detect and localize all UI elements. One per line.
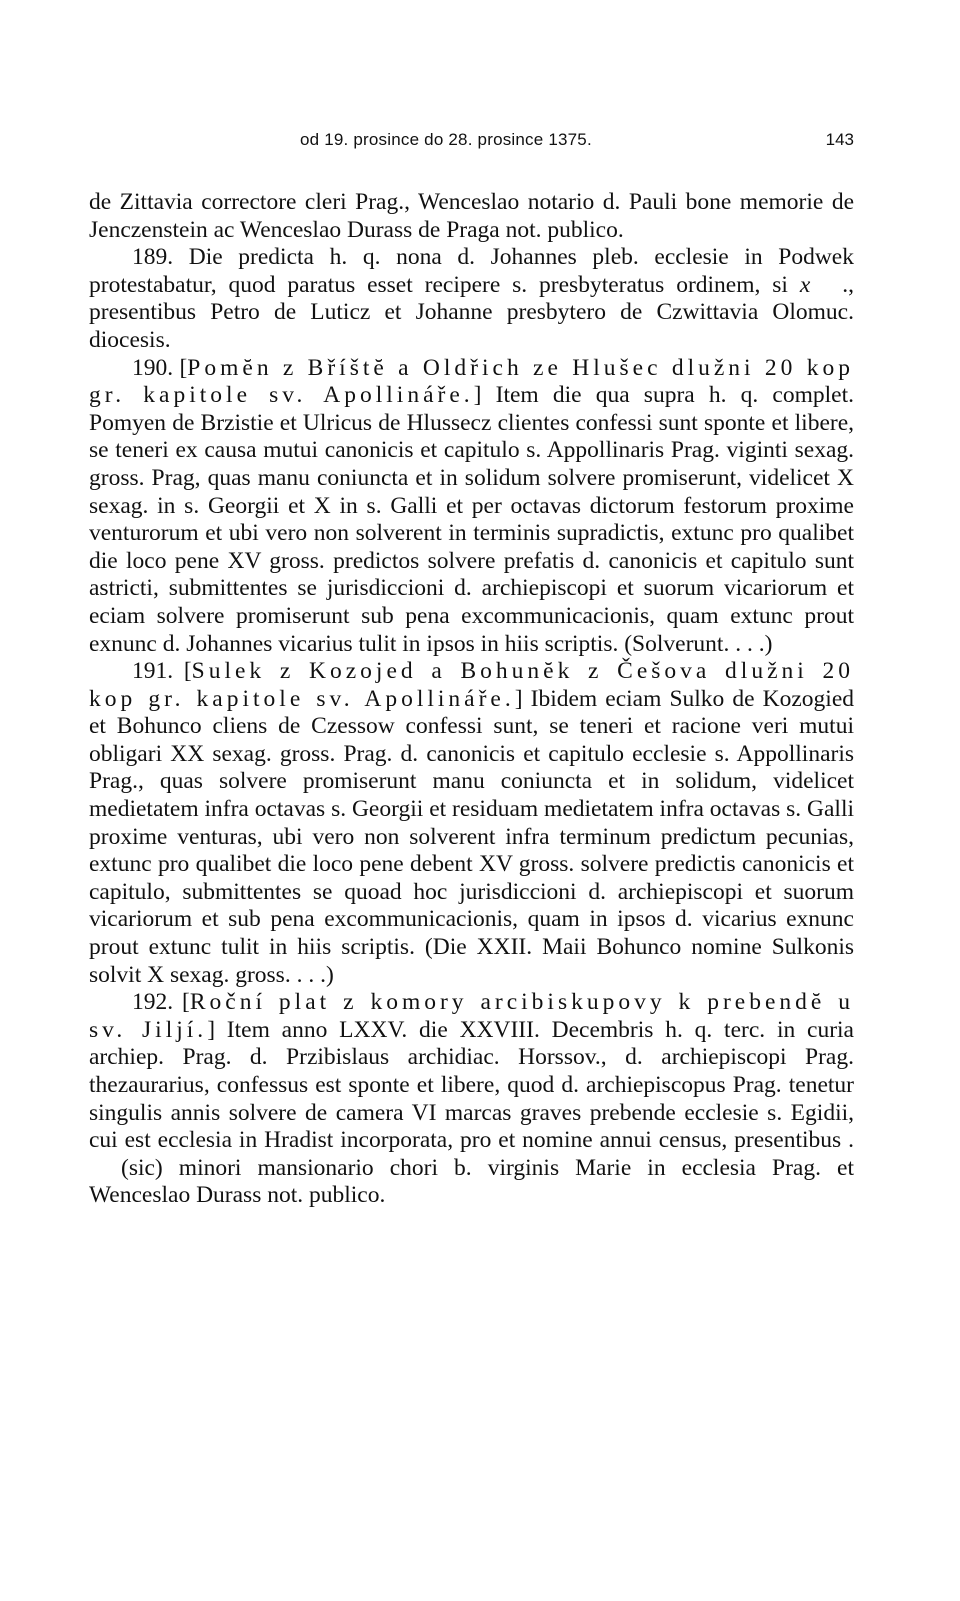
entry-191-number: 191. [ bbox=[132, 658, 192, 685]
running-title: od 19. prosince do 28. prosince 1375. bbox=[300, 130, 592, 149]
page-number: 143 bbox=[825, 130, 854, 149]
entry-190-number: 190. [ bbox=[132, 354, 188, 381]
entry-191 bbox=[89, 658, 854, 989]
entry-190-regest-title: Pomĕn z Bříštĕ a Oldřich ze Hlušec dlužni 20 kop gr. kapitole sv. Apollináře. bbox=[89, 354, 854, 409]
entry-192-text-a: ] Item anno LXXV. die XXVIII. Decembris h. q. terc. in curia archiep. Prag. d. Przibislaus archidiac. Horssov., d. archiepiscopi Prag. thezaurarius, confessus est sponte et libere, quod d. archiepiscopus Prag. tenetur singulis annis solvere de camera VI marcas graves prebende ecclesie s. Egidii, cui est ecclesia in Hradist incorporata, pro et nomine annui census, presentibus . bbox=[89, 1016, 854, 1154]
entry-192-regest-title: Roční plat z komory arcibiskupovy k prebendĕ u sv. Jiljí. bbox=[89, 989, 854, 1043]
paragraph-188-continuation: de Zittavia correctore cleri Prag., Wenceslao notario d. Pauli bone memorie de Jenczenstein ac Wenceslao Durass de Praga not. publico. bbox=[89, 189, 854, 243]
entry-189-text-b: ., presentibus Petro de Luticz et Johanne presbytero de Czwittavia Olomuc. diocesis. bbox=[89, 271, 854, 353]
entry-192-number: 192. [ bbox=[132, 989, 190, 1016]
entry-189-text-a: 189. Die predicta h. q. nona d. Johannes pleb. ecclesie in Podwek protestabatur, quod paratus esset recipere s. presbyteratus ordinem, si bbox=[89, 244, 854, 298]
entry-192-text-b: (sic) minori mansionario chori b. virginis Marie in ecclesia Prag. et Wenceslao Durass not. publico. bbox=[89, 1154, 854, 1209]
page-header bbox=[0, 130, 960, 154]
entry-190-text: ] Item die qua supra h. q. complet. Pomyen de Brzistie et Ulricus de Hlussecz clientes confessi sunt sponte et libere, se teneri ex causa mutui canonicis et capitulo s. Appollinaris Prag. viginti sexag. gross. Prag, quas manu coniuncta et in solidum solvere promiserunt, videlicet X sexag. in s. Georgii et X in s. Galli et per octavas dictorum festorum proxime venturorum et ubi vero non solverent in terminis supradictis, extunc pro qualibet die loco pene XV gross. predictos solvere prefatis d. canonicis et capitulo sunt astricti, submittentes se jurisdiccioni d. archiepiscopi et suorum vicariorum et eciam solvere promiserunt sub pena excommunicacionis, quam extunc prout exnunc d. Johannes vicarius tulit in ipsos in hiis scriptis. (Solverunt. . . .) bbox=[89, 382, 854, 657]
entry-191-regest-title: Sulek z Kozojed a Bohunĕk z Češova dlužni 20 kop gr. kapitole sv. Apollináře. bbox=[89, 658, 854, 712]
entry-190 bbox=[89, 355, 854, 659]
page-body bbox=[89, 189, 854, 1210]
entry-192 bbox=[89, 989, 854, 1210]
entry-189 bbox=[89, 244, 854, 354]
entry-191-text: ] Ibidem eciam Sulko de Kozogied et Bohunco cliens de Czessow confessi sunt, se teneri et racione veri mutui obligari XX sexag. gross. Prag. d. canonicis et capitulo ecclesie s. Appollinaris Prag., quas solvere promiserunt manu coniuncta et in solidum, videlicet medietatem infra octavas s. Georgii et residuam medietatem infra octavas s. Galli proxime venturas, ubi vero non solverent infra terminum predictum pecunias, extunc pro qualibet die loco pene debent XV gross. solvere predictis canonicis et capitulo, submittentes se quoad hoc jurisdiccioni d. archiepiscopi et suorum vicariorum et sub pena excommunicacionis, quam in ipsos d. vicarius exnunc prout extunc tulit in hiis scriptis. (Die XXII. Maii Bohunco nomine Sulkonis solvit X sexag. gross. . . .) bbox=[89, 685, 855, 988]
entry-189-placeholder: x bbox=[799, 271, 811, 298]
